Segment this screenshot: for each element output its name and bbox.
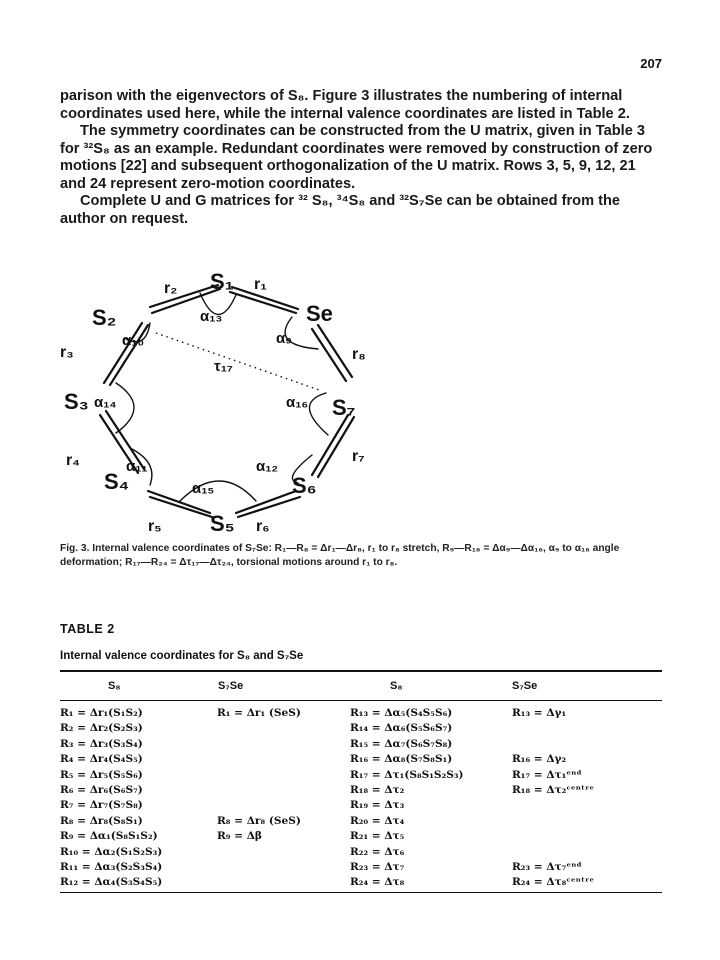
table-cell: [512, 814, 594, 829]
table-cell: R₂₂ = Δτ₆: [350, 845, 405, 858]
torsion-label-t17: τ₁₇: [214, 358, 233, 375]
angle-label-a14: α₁₄: [94, 394, 117, 411]
atom-label-s2: S₂: [92, 305, 117, 330]
angle-label-a13: α₁₃: [200, 308, 223, 325]
table-cell: [217, 860, 301, 875]
atom-label-s5: S₅: [210, 511, 235, 536]
table-cell: R₁₃ = Δα₅(S₄S₅S₆): [350, 707, 453, 719]
bond-label-r4: r₄: [66, 452, 80, 469]
table-cell: R₁₈ = Δτ₂: [350, 783, 405, 796]
figure-caption: Fig. 3. Internal valence coordinates of S₇Se: R₁—R₈ = Δr₁—Δr₈, r₁ to r₈ stretch, R₉—R₁₆ = Δα₉—Δα₁₆, α₉ to α₁₆ angle deformation; R₁₇—R₂₄ = Δτ₁₇—Δτ₂₄, torsional motions around r₁ to r₈.: [60, 543, 620, 568]
table-cell: R₉ = Δβ: [217, 830, 262, 843]
atom-label-s4: S₄: [104, 469, 130, 494]
bond-r6: [236, 491, 300, 517]
table-cell: R₂₀ = Δτ₄: [350, 814, 405, 827]
table-cell: R₁₈ = Δτ₂ᶜᵉⁿᵗʳᵉ: [512, 783, 595, 796]
angle-label-a9: α₉: [276, 330, 292, 347]
table-cell: R₂₄ = Δτ₈ᶜᵉⁿᵗʳᵉ: [512, 876, 595, 889]
table-header-rule: [60, 700, 662, 701]
table-column-2: [217, 706, 301, 891]
table-cell: R₁ = Δr₁(S₁S₂): [60, 707, 143, 719]
angle-label-a11: α₁₁: [126, 458, 148, 475]
table-cell: [217, 845, 301, 860]
table-cell: R₁₅ = Δα₇(S₆S₇S₈): [350, 737, 453, 750]
bond-label-r2: r₂: [164, 280, 178, 297]
atom-label-se: Se: [306, 301, 333, 326]
table-cell: R₂₃ = Δτ₇: [350, 860, 405, 873]
table-cell: [217, 752, 301, 767]
table-top-rule: [60, 670, 662, 672]
table-cell: [512, 829, 594, 844]
paragraph-2: The symmetry coordinates can be constructed from the U matrix, given in Table 3 for ³²S₈ as an example. Redundant coordinates were removed by construction of zero motions [22] and subsequent orthogonalization of the U matrix. Rows 3, 5, 9, 12, 21 and 24 represent zero-motion coordinates.: [60, 123, 653, 192]
table-caption: Internal valence coordinates for S₈ and S₇Se: [60, 650, 304, 662]
table-cell: R₂ = Δr₂(S₂S₃): [60, 722, 143, 735]
table-cell: R₂₄ = Δτ₈: [350, 876, 405, 889]
table-column-3: [350, 706, 464, 891]
angle-label-a15: α₁₅: [192, 480, 215, 497]
table-header-s7se-a: S₇Se: [218, 680, 244, 692]
table-cell: R₁₆ = Δα₈(S₇S₈S₁): [350, 753, 453, 766]
table-cell: R₂₃ = Δτ₇ᵉⁿᵈ: [512, 860, 582, 873]
angle-arc-14: [116, 383, 134, 433]
angle-label-a16: α₁₆: [286, 394, 309, 411]
table-cell: R₁₁ = Δα₃(S₂S₃S₄): [60, 860, 163, 873]
table-header-s7se-b: S₇Se: [512, 680, 538, 692]
body-text: [60, 88, 660, 228]
angle-arc-16: [309, 393, 328, 435]
atom-label-s3: S₃: [64, 389, 89, 414]
table-cell: [217, 721, 301, 736]
table-header-s8-a: S₈: [108, 680, 121, 692]
table-cell: R₉ = Δα₁(S₈S₁S₂): [60, 830, 158, 843]
bond-r8: [312, 325, 352, 381]
table-cell: R₁₄ = Δα₆(S₅S₆S₇): [350, 722, 453, 735]
table-cell: R₁₃ = Δγ₁: [512, 707, 567, 719]
table-column-4: [512, 706, 594, 891]
bond-label-r8: r₈: [352, 346, 366, 363]
table-cell: [512, 798, 594, 813]
angle-label-a12: α₁₂: [256, 458, 279, 475]
table-cell: R₃ = Δr₃(S₃S₄): [60, 737, 143, 750]
table-cell: [217, 768, 301, 783]
torsion-dotted-line: [156, 333, 322, 391]
table-cell: R₈ = Δr₈ (SeS): [217, 814, 301, 827]
table-cell: R₁₉ = Δτ₃: [350, 799, 405, 812]
atom-label-s1: S₁: [210, 269, 234, 294]
figure-3-diagram: [60, 265, 390, 540]
atom-label-s6: S₆: [292, 473, 317, 498]
table-cell: R₁₆ = Δγ₂: [512, 753, 567, 766]
table-cell: [217, 783, 301, 798]
table-cell: [512, 845, 594, 860]
paragraph-1: parison with the eigenvectors of S₈. Figure 3 illustrates the numbering of internal coordinates used here, while the internal valence coordinates are listed in Table 2.: [60, 88, 630, 122]
table-cell: R₁₇ = Δτ₁ᵉⁿᵈ: [512, 768, 582, 781]
bond-label-r3: r₃: [60, 344, 74, 361]
bond-label-r6: r₆: [256, 518, 270, 535]
table-cell: [217, 737, 301, 752]
paragraph-3: Complete U and G matrices for ³² S₈, ³⁴S₈ and ³²S₇Se can be obtained from the author on request.: [60, 193, 621, 227]
table-cell: R₂₁ = Δτ₅: [350, 830, 405, 843]
table-cell: R₇ = Δr₇(S₇S₈): [60, 799, 143, 812]
table-cell: R₁ = Δr₁ (SeS): [217, 707, 301, 719]
bond-label-r1: r₁: [254, 276, 267, 293]
bond-label-r5: r₅: [148, 518, 162, 535]
page-number: 207: [640, 56, 662, 71]
table-cell: [512, 721, 594, 736]
table-header-s8-b: S₈: [390, 680, 403, 692]
table-cell: R₄ = Δr₄(S₄S₅): [60, 753, 143, 766]
table-cell: R₁₇ = Δτ₁(S₈S₁S₂S₃): [350, 768, 464, 781]
table-cell: R₆ = Δr₆(S₆S₇): [60, 783, 143, 796]
table-cell: [512, 737, 594, 752]
table-cell: R₅ = Δr₅(S₅S₆): [60, 768, 143, 781]
table-column-1: [60, 706, 162, 891]
table-cell: R₁₀ = Δα₂(S₁S₂S₃): [60, 845, 163, 858]
table-bottom-rule: [60, 892, 662, 893]
bond-label-r7: r₇: [352, 448, 365, 465]
table-cell: R₈ = Δr₈(S₈S₁): [60, 814, 143, 827]
table-cell: R₁₂ = Δα₄(S₃S₄S₅): [60, 876, 163, 889]
atom-label-s7: S₇: [332, 395, 356, 420]
angle-label-a10: α₁₀: [122, 332, 145, 349]
table-cell: [217, 875, 301, 890]
table-cell: [217, 798, 301, 813]
table-title: TABLE 2: [60, 622, 115, 636]
